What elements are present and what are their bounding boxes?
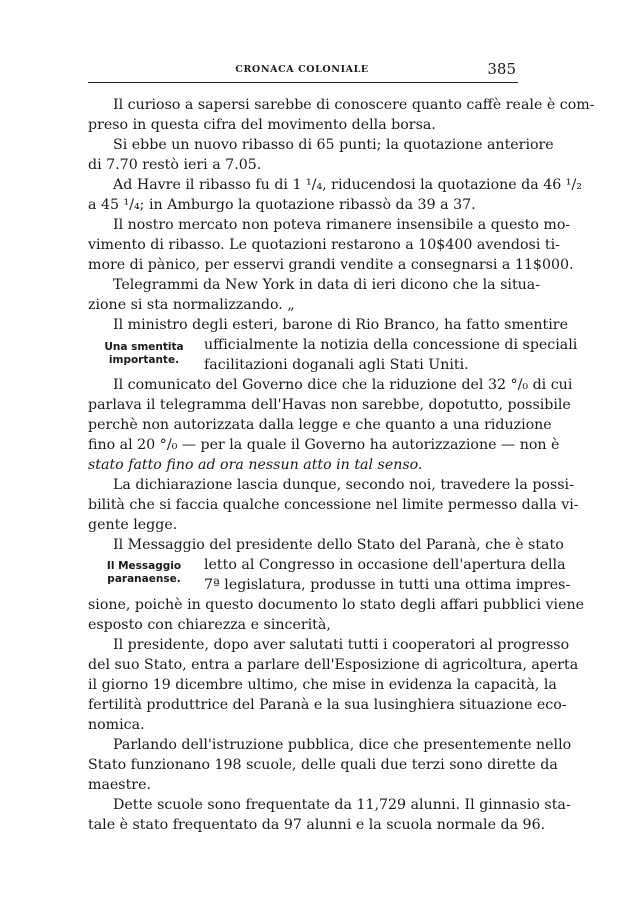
paragraph-line: il giorno 19 dicembre ultimo, che mise in evidenza la capacità, la: [88, 677, 557, 693]
paragraph-line: letto al Congresso in occasione dell'apertura della: [204, 557, 566, 573]
side-note-line: Una smentita: [104, 341, 184, 353]
paragraph-line: nomica.: [88, 717, 145, 733]
paragraph-line: Parlando dell'istruzione pubblica, dice che presentemente nello: [113, 737, 572, 753]
paragraph-line: maestre.: [88, 777, 151, 793]
paragraph-line: parlava il telegramma dell'Havas non sarebbe, dopotutto, possibile: [88, 397, 571, 413]
paragraph-line: tale è stato frequentato da 97 alunni e la scuola normale da 96.: [88, 817, 546, 833]
running-title: CRONACA COLONIALE: [235, 64, 369, 75]
paragraph-line: Il curioso a sapersi sarebbe di conoscere quanto caffè reale è com-: [113, 97, 595, 113]
paragraph-line: Il Messaggio del presidente dello Stato del Paranà, che è stato: [113, 537, 564, 553]
side-note-line: paranaense.: [107, 573, 181, 585]
paragraph-line: Il comunicato del Governo dice che la riduzione del 32 °/₀ di cui: [113, 377, 573, 393]
paragraph-line: bilità che si faccia qualche concessione nel limite permesso dalla vi-: [88, 497, 579, 513]
paragraph-line: La dichiarazione lascia dunque, secondo noi, travedere la possi-: [113, 477, 574, 493]
italic-text: stato fatto fino ad ora nessun atto in tal senso.: [88, 457, 423, 473]
paragraph-line: fertilità produttrice del Paranà e la sua lusinghiera situazione eco-: [88, 697, 567, 713]
side-note-messaggio: [88, 560, 200, 586]
paragraph-line: preso in questa cifra del movimento della borsa.: [88, 117, 436, 133]
paragraph-line: Ad Havre il ribasso fu di 1 ¹/₄, riducendosi la quotazione da 46 ¹/₂: [113, 177, 582, 193]
page-number: 385: [487, 60, 516, 78]
paragraph-line: Stato funzionano 198 scuole, delle quali due terzi sono dirette da: [88, 757, 558, 773]
paragraph-line: sione, poichè in questo documento lo stato degli affari pubblici viene: [88, 597, 585, 613]
side-note-smentita: [88, 341, 200, 367]
paragraph-line: fino al 20 °/₀ — per la quale il Governo ha autorizzazione — non è: [88, 437, 560, 453]
paragraph-line: vimento di ribasso. Le quotazioni restarono a 10$400 avendosi ti-: [88, 237, 560, 253]
paragraph-line: zione si sta normalizzando. „: [88, 297, 295, 313]
paragraph-line: facilitazioni doganali agli Stati Uniti.: [204, 357, 469, 373]
side-note-line: Il Messaggio: [106, 560, 182, 572]
paragraph-line: Il nostro mercato non poteva rimanere insensibile a questo mo-: [113, 217, 571, 233]
paragraph-line: Dette scuole sono frequentate da 11,729 alunni. Il ginnasio sta-: [113, 797, 571, 813]
side-note-line: importante.: [108, 354, 180, 366]
paragraph-line: del suo Stato, entra a parlare dell'Esposizione di agricoltura, aperta: [88, 657, 579, 673]
paragraph-line: a 45 ¹/₄; in Amburgo la quotazione ribassò da 39 a 37.: [88, 197, 476, 213]
paragraph-line: di 7.70 restò ieri a 7.05.: [88, 157, 262, 173]
paragraph-line: perchè non autorizzata dalla legge e che quanto a una riduzione: [88, 417, 552, 433]
paragraph-line: more di pànico, per esservi grandi vendite a consegnarsi a 11$000.: [88, 257, 574, 273]
paragraph-line: esposto con chiarezza e sincerità,: [88, 617, 331, 633]
page-header: [88, 62, 516, 82]
paragraph-line: 7ª legislatura, produsse in tutti una ottima impres-: [204, 577, 571, 593]
paragraph-line: ufficialmente la notizia della concessione di speciali: [204, 337, 578, 353]
paragraph-line: gente legge.: [88, 517, 178, 533]
paragraph-line-italic: [88, 455, 516, 475]
paragraph-line: Il ministro degli esteri, barone di Rio Branco, ha fatto smentire: [113, 317, 568, 333]
header-rule: [88, 82, 518, 83]
paragraph-line: Si ebbe un nuovo ribasso di 65 punti; la quotazione anteriore: [113, 137, 554, 153]
paragraph-line: Telegrammi da New York in data di ieri dicono che la situa-: [113, 277, 541, 293]
paragraph-line: Il presidente, dopo aver salutati tutti i cooperatori al progresso: [113, 637, 570, 653]
